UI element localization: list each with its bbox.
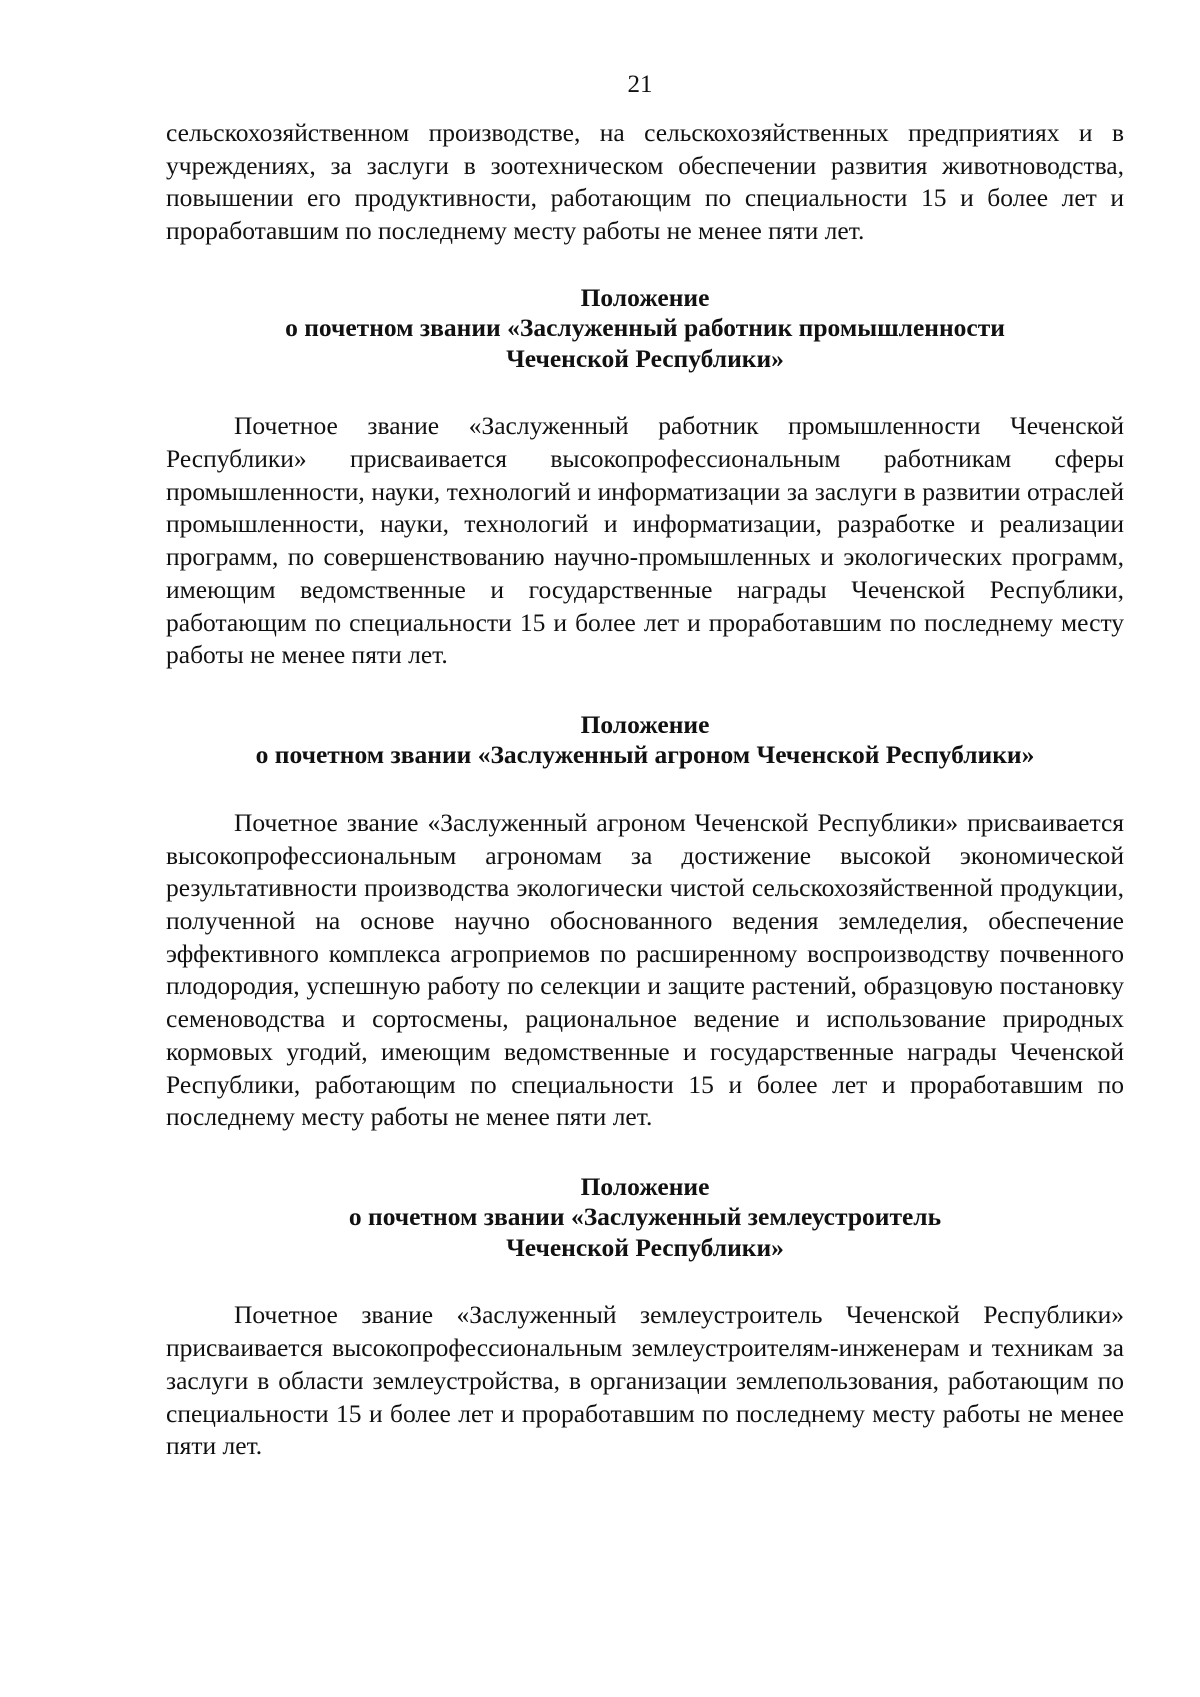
page-number: 21: [627, 71, 653, 98]
heading-line: о почетном звании «Заслуженный агроном Чеченской Республики»: [255, 740, 1035, 770]
heading-line: Положение: [580, 1171, 710, 1201]
section-body-industry: Почетное звание «Заслуженный работник промышленности Чеченской Республики» присваивается высокопрофессиональным работникам сферы промышленности, науки, технологий и информатизации за заслуги в развитии отраслей промышленности, науки, технологий и информатизации, разработке и реализации программ, по совершенствованию научно-промышленных и экологических программ, имеющим ведомственные и государственные награды Чеченской Республики, работающим по специальности 15 и более лет и проработавшим по последнему месту работы не менее пяти лет.: [166, 411, 1124, 670]
heading-line: о почетном звании «Заслуженный землеустроитель: [348, 1202, 942, 1232]
section-heading-industry: [166, 283, 1124, 375]
section-body-land-surveyor: Почетное звание «Заслуженный землеустроитель Чеченской Республики» присваивается высокопрофессиональным землеустроителям-инженерам и техникам за заслуги в области землеустройства, в организации землепользования, работающим по специальности 15 и более лет и проработавшим по последнему месту работы не менее пяти лет.: [166, 1300, 1124, 1461]
section-heading-land-surveyor: [166, 1172, 1124, 1264]
heading-line: Чеченской Республики»: [506, 343, 784, 373]
heading-line: Положение: [580, 709, 710, 739]
section-heading-agronomist: [166, 710, 1124, 771]
intro-paragraph: сельскохозяйственном производстве, на сельскохозяйственных предприятиях и в учреждениях, за заслуги в зоотехническом обеспечении развития животноводства, повышении его продуктивности, работающим по специальности 15 и более лет и проработавшим по последнему месту работы не менее пяти лет.: [166, 118, 1124, 246]
heading-line: Положение: [580, 282, 710, 312]
heading-line: Чеченской Республики»: [506, 1232, 784, 1262]
document-body: [166, 117, 1124, 1463]
section-body-agronomist: Почетное звание «Заслуженный агроном Чеченской Республики» присваивается высокопрофессиональным агрономам за достижение высокой экономической результативности производства экологически чистой сельскохозяйственной продукции, полученной на основе научно обоснованного ведения земледелия, обеспечение эффективного комплекса агроприемов по расширенному воспроизводству почвенного плодородия, успешную работу по селекции и защите растений, образцовую постановку семеноводства и сортосмены, рациональное ведение и использование природных кормовых угодий, имеющим ведомственные и государственные награды Чеченской Республики, работающим по специальности 15 и более лет и проработавшим по последнему месту работы не менее пяти лет.: [166, 807, 1124, 1132]
heading-line: о почетном звании «Заслуженный работник промышленности: [285, 313, 1005, 343]
